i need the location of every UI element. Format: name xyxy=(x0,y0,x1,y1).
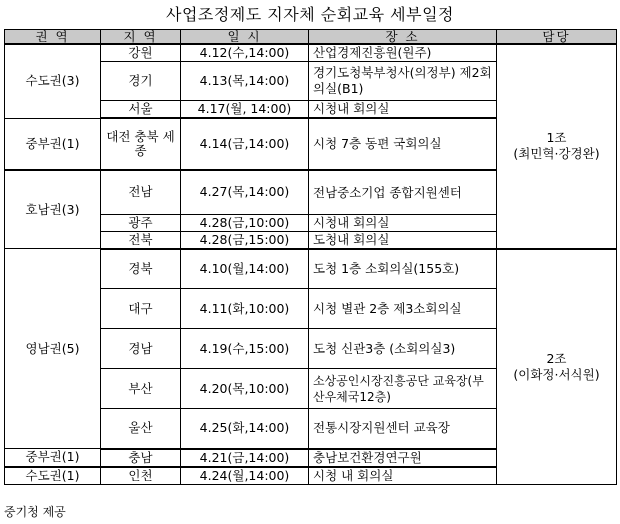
datetime-cell: 4.28(금,10:00) xyxy=(181,214,309,231)
header-manager: 담당 xyxy=(497,30,617,45)
region-cell: 수도권(1) xyxy=(5,467,101,485)
place-cell: 시청 별관 2층 제3소회의실 xyxy=(309,289,497,329)
area-cell: 강원 xyxy=(101,44,181,62)
place-cell: 전통시장지원센터 교육장 xyxy=(309,409,497,449)
area-cell: 광주 xyxy=(101,214,181,231)
page-title: 사업조정제도 지자체 순회교육 세부일정 xyxy=(165,5,454,24)
area-cell: 충남 xyxy=(101,449,181,467)
area-cell: 서울 xyxy=(101,101,181,119)
datetime-cell: 4.19(수,15:00) xyxy=(181,329,309,369)
area-cell: 대구 xyxy=(101,289,181,329)
place-cell: 도청 신관3층 (소회의실3) xyxy=(309,329,497,369)
header-place: 장 소 xyxy=(309,30,497,45)
area-cell: 대전 충북 세종 xyxy=(101,118,181,170)
manager-members: (최민혁·강경완) xyxy=(513,146,600,162)
area-cell: 부산 xyxy=(101,369,181,409)
header-area: 지 역 xyxy=(101,30,181,45)
place-cell: 경기도청북부청사(의정부) 제2회의실(B1) xyxy=(309,62,497,101)
area-cell: 경남 xyxy=(101,329,181,369)
datetime-cell: 4.25(화,14:00) xyxy=(181,409,309,449)
area-cell: 경북 xyxy=(101,249,181,289)
table-row xyxy=(5,44,617,62)
manager-team: 2조 xyxy=(546,350,567,366)
region-cell: 중부권(1) xyxy=(5,118,101,170)
header-datetime: 일 시 xyxy=(181,30,309,45)
place-cell: 충남보건환경연구원 xyxy=(309,449,497,467)
region-cell: 영남권(5) xyxy=(5,249,101,449)
region-cell: 호남권(3) xyxy=(5,170,101,249)
datetime-cell: 4.20(목,10:00) xyxy=(181,369,309,409)
place-cell: 전남중소기업 종합지원센터 xyxy=(309,170,497,214)
manager-team: 1조 xyxy=(546,130,567,146)
datetime-cell: 4.28(금,15:00) xyxy=(181,231,309,249)
area-cell: 전북 xyxy=(101,231,181,249)
place-cell: 산업경제진흥원(원주) xyxy=(309,44,497,62)
datetime-cell: 4.12(수,14:00) xyxy=(181,44,309,62)
table-row xyxy=(5,249,617,289)
place-cell: 시청 내 회의실 xyxy=(309,467,497,485)
manager-members: (이화정·서식원) xyxy=(513,366,600,382)
area-cell: 인천 xyxy=(101,467,181,485)
manager-cell-1 xyxy=(497,44,617,249)
datetime-cell: 4.17(월, 14:00) xyxy=(181,101,309,119)
datetime-cell: 4.21(금,14:00) xyxy=(181,449,309,467)
place-cell: 도청내 회의실 xyxy=(309,231,497,249)
place-cell: 시청내 회의실 xyxy=(309,214,497,231)
datetime-cell: 4.13(목,14:00) xyxy=(181,62,309,101)
source-note: 중기청 제공 xyxy=(4,505,66,519)
manager-cell-2 xyxy=(497,249,617,485)
header-region: 권 역 xyxy=(5,30,101,45)
datetime-cell: 4.24(월,14:00) xyxy=(181,467,309,485)
header-row xyxy=(5,30,617,45)
datetime-cell: 4.14(금,14:00) xyxy=(181,118,309,170)
place-cell: 시청 7층 동편 국회의실 xyxy=(309,118,497,170)
place-cell: 소상공인시장진흥공단 교육장(부산우체국12층) xyxy=(309,369,497,409)
region-cell: 중부권(1) xyxy=(5,449,101,467)
area-cell: 경기 xyxy=(101,62,181,101)
datetime-cell: 4.27(목,14:00) xyxy=(181,170,309,214)
schedule-table xyxy=(4,29,617,485)
datetime-cell: 4.10(월,14:00) xyxy=(181,249,309,289)
datetime-cell: 4.11(화,10:00) xyxy=(181,289,309,329)
place-cell: 도청 1층 소회의실(155호) xyxy=(309,249,497,289)
area-cell: 울산 xyxy=(101,409,181,449)
area-cell: 전남 xyxy=(101,170,181,214)
region-cell: 수도권(3) xyxy=(5,44,101,118)
place-cell: 시청내 회의실 xyxy=(309,101,497,119)
